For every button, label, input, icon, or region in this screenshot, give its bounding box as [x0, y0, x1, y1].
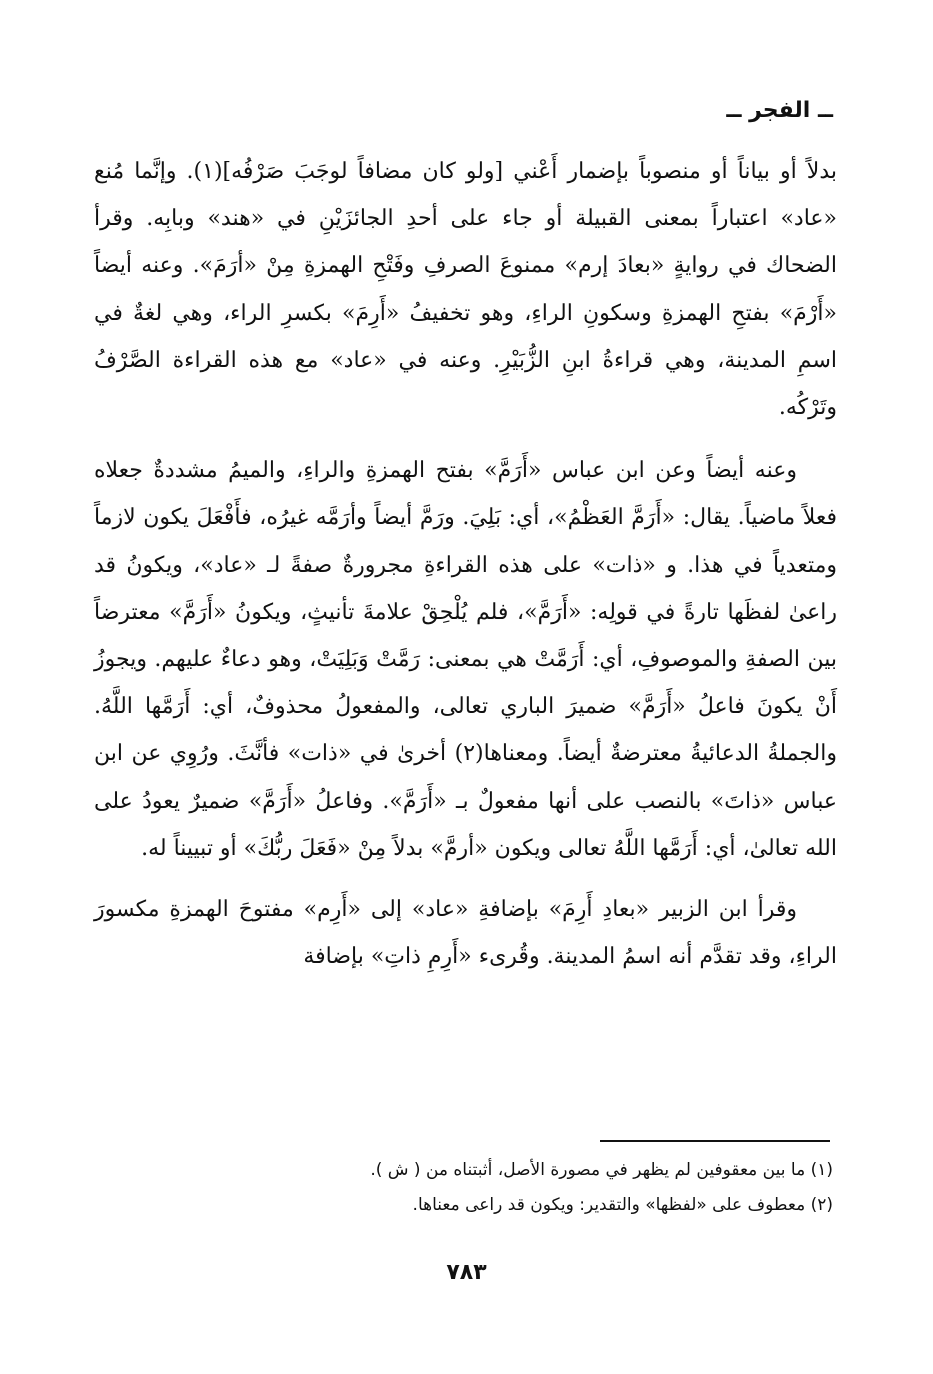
footnote-1: (١) ما بين معقوفين لم يظهر في مصورة الأصل، أثبتناه من ( ش ).: [370, 1160, 833, 1180]
footnotes: [94, 1153, 833, 1223]
main-text: [94, 148, 837, 980]
footnote-divider: [600, 1140, 830, 1142]
page-number: ٧٨٣: [446, 1260, 487, 1285]
footnote-2: (٢) معطوف على «لفظها» والتقدير: ويكون قد راعى معناها.: [412, 1195, 833, 1215]
running-header: ــ الفجر ــ: [726, 98, 833, 123]
paragraph-2: وعنه أيضاً وعن ابن عباس «أَرَمَّ» بفتح الهمزةِ والراءِ، والميمُ مشددةٌ جعلاه فعلاً ماضياً. يقال: «أَرَمَّ العَظْمُ»، أي: بَلِيَ. ورَمَّ أيضاً وأرَمَّه غيرُه، فأَفْعَلَ يكون لازماً ومتعدياً في هذا. و «ذات» على هذه القراءةِ مجرورةٌ صفةً لـ «عاد»، ويكونُ قد راعىٰ لفظَها تارةً في قولِه: «أَرَمَّ»، فلم يُلْحِقْ علامةَ تأنيثٍ، ويكونُ «أَرَمَّ» معترضاً بين الصفةِ والموصوفِ، أي: أَرَمَّتْ هي بمعنى: رَمَّتْ وَبَلِيَتْ، وهو دعاءٌ عليهم. ويجوزُ أَنْ يكونَ فاعلُ «أَرَمَّ» ضميرَ الباري تعالى، والمفعولُ محذوفٌ، أي: أَرَمَّها اللَّهُ. والجملةُ الدعائيةُ معترضةٌ أيضاً. ومعناها(٢) أخرىٰ في «ذات» فأنَّثَ. ورُوِي عن ابن عباس «ذاتَ» بالنصب على أنها مفعولٌ بـ «أَرَمَّ». وفاعلُ «أَرَمَّ» ضميرٌ يعودُ على الله تعالىٰ، أي: أَرَمَّها اللَّهُ تعالى ويكون «أرمَّ» بدلاً مِنْ «فَعَلَ ربُّكَ» أو تبييناً له.: [94, 458, 837, 861]
paragraph-1: بدلاً أو بياناً أو منصوباً بإضمار أَعْني [ولو كان مضافاً لوجَبَ صَرْفُه](١). وإنَّما مُنع «عاد» اعتباراً بمعنى القبيلة أو جاء على أحدِ الجائزَيْنِ في «هند» وبابِه. وقرأ الضحاك في روايةٍ «بعادَ إرم» ممنوعَ الصرفِ وفَتْحِ الهمزةِ مِنْ «أرَمَ». وعنه أيضاً «أَرْمَ» بفتحِ الهمزةِ وسكونِ الراءِ، وهو تخفيفُ «أَرِمَ» بكسرِ الراء، وهي لغةٌ في اسمِ المدينة، وهي قراءةُ ابنِ الزُّبَيْرِ. وعنه في «عاد» مع هذه القراءة الصَّرْفُ وتَرْكُه.: [94, 159, 837, 421]
paragraph-3: وقرأ ابن الزبير «بعادِ أَرِمَ» بإضافةِ «عاد» إلى «أَرِم» مفتوحَ الهمزةِ مكسورَ الراءِ، وقد تقدَّم أنه اسمُ المدينة. وقُرىء «أَرِمِ ذاتِ» بإضافة: [94, 897, 837, 970]
